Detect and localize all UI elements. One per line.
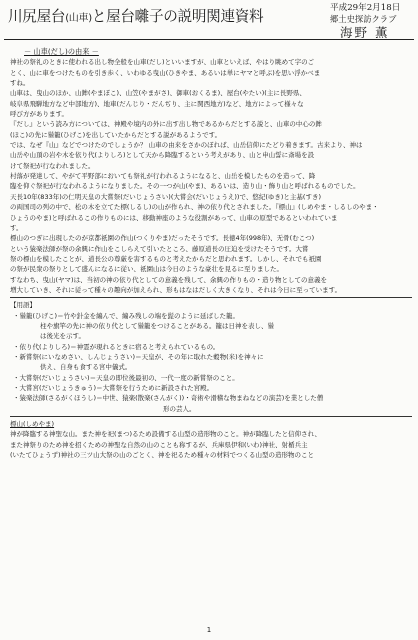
glossary-term: ・猿楽法師(さるがくほうし)＝中世、猿楽(散楽(さんがく))・奇術や滑稽な物まねなどの演芸)を業とした僧	[13, 394, 324, 403]
text-line: ひょうのやま)と呼ばれるこの作りものには、移動神座のような役割があって、山車の原型であるといわれていま	[10, 213, 338, 222]
header-divider	[4, 39, 414, 40]
glossary-term-continuation: は後光を示す。	[40, 332, 85, 341]
text-line: 山車は、曳山のほか、山鉾(やまぼこ)、山笠(やまがさ)、御車(おくるま)、屋台(やたい)(主に長野県、	[10, 89, 306, 98]
glossary-term-continuation: 形の芸人。	[163, 404, 196, 413]
glossary-term-continuation: 供え、自身も食する宮中儀式。	[40, 363, 132, 372]
section-shimeyama	[10, 429, 412, 460]
glossary-term: ・新嘗祭(にいなめさい、しんじょうさい)＝天皇が、その年に取れた穀物(米)を神々に	[13, 352, 264, 361]
club-name: 郷土史探訪クラブ	[330, 14, 397, 24]
text-line: (ほこ)の先に鬚籠(ひげこ)を出していたからだとする説があるようです。	[10, 130, 222, 139]
glossary-term: ・大嘗祭(だいじょうさい)＝天皇の即位後最初の、一代一度の新嘗祭のこと。	[13, 373, 239, 382]
text-line: 呼び方があります。	[10, 110, 68, 119]
shimeyama-heading: 標山(しめやま)	[10, 420, 55, 429]
glossary-top-rule	[10, 297, 412, 298]
document-meta	[330, 3, 416, 41]
glossary-term: ・大嘗宮(だいじょうきゅう)＝大嘗祭を行うために新設された宮殿。	[13, 384, 214, 392]
text-line: 神社の祭礼のときに使われる出し物全般を山車(だし)といいますが、山車といえば、やはり眺めて字のご	[10, 58, 315, 67]
document-date: 平成29年2月18日	[330, 3, 401, 13]
text-line: 標山のつぎに出現したのが京都祇園の作山(つくりやま)だったそうです。長徳4年(998年)、无骨(むこつ)	[10, 234, 315, 243]
text-line: とく、山に車をつけたものを引き歩く、いわゆる曳山(ひきやま、あるいは単にヤマと呼ぶ)を思い浮かべま	[10, 68, 321, 77]
text-line: の両国司の列の中で、松の木を立てた標(しるし)の山が作られ、神の依り代とされました。『標山』(しめやま・しるしのやま・	[10, 203, 379, 212]
text-line: すね。	[10, 79, 30, 88]
text-line: 臨を仰ぐ祭祀が行なわれるようになりました。その一つが山(やま)、あるいは、造り山・飾り山と呼ばれるものでした。	[10, 182, 360, 191]
author-name: 海野 薫	[340, 25, 390, 40]
text-line: 増大していき、それに従って種々の趣向が加えられ、形もはなはだしく大きくなり、それは今日に至っています。	[10, 285, 342, 294]
page-number: 1	[206, 626, 212, 634]
glossary-term-continuation: 柱や旗竿の先に神の依り代として鬚籠をつけることがある。籠は日神を表し、鬚	[40, 321, 274, 330]
text-line: 岐阜県飛騨地方など中部地方)、地車(だんじり・だんぢり、主に関西地方)など、地方によって様々な	[10, 99, 304, 108]
glossary-label: 【用語】	[10, 301, 36, 310]
glossary-list	[13, 311, 412, 414]
glossary-term: ・依り代(よりしろ)＝神霊が現れるときに宿ると考えられているもの。	[13, 342, 220, 351]
text-line: 神が降臨する神聖な山。また神を祀(まつ)るため設備する山型の造形物のこと。神が降臨したと信仰され、	[10, 430, 321, 439]
section-dashi-origin	[10, 57, 412, 295]
text-line: けて祭祀が行なわれました。	[10, 161, 95, 170]
text-line: また神祭りのため神を招くための神聖な自然の山のことも称するが、兵庫県伊和(いわ)神社、射楯兵主	[10, 440, 308, 449]
text-line: すなわち、曳山(ヤマ)は、当初の神の依り代としての意義を残して、余興の作りもの・造り物としての意義を	[10, 275, 327, 284]
document-title: 川尻屋台(山車)と屋台囃子の説明関連資料	[8, 8, 264, 25]
glossary-bottom-rule	[10, 416, 412, 417]
document-body	[10, 47, 412, 460]
text-line: では、なぜ『山』などでつけたのでしょうか？ 山車の由来をさかのぼれば、山岳信仰にたどり着きます。古来より、神は	[10, 141, 363, 150]
text-line: 山岳や山頂の岩や木を依り代(よりしろ)として天から降臨するという考えがあり、山と申山誓に斎場を設	[10, 151, 315, 160]
title-paren: (山車)	[65, 13, 92, 24]
text-line: (いたてひょうず)神社の三ツ山大祭の山のごとく、神を祀るため種々の材料でつくる山型の造形物のこと	[10, 451, 314, 460]
section-heading-dashi-origin: － 山車(だし)の由来 －	[24, 47, 99, 56]
text-line: 村落が発達して、やがて平野部においても祭礼が行われるようになると、山岳を模したものを造って、降	[10, 172, 316, 181]
text-line: という猿楽法師が祭の余興に作山をこしらえて引いたところ、藤原道長の圧迫を受けたそうです。大嘗	[10, 244, 309, 253]
text-line: 天長10年(833年)の仁明天皇の大嘗祭(だいじょうさい)(大嘗会(だいじょうえ))で、悠紀(ゆき)と主基(すき)	[10, 192, 321, 201]
text-line: 『だし』という読み方については、神殿や境内の外に出す出し物であるからだとする説と、山車の中心の鉾	[10, 120, 322, 129]
text-line: す。	[10, 223, 23, 232]
text-line: 祭の標山を模したことが、道長公の尊厳を害するものと考えたからだと思われます。しかし、それでも祇園	[10, 254, 322, 263]
glossary-term: ・鬚籠(ひげこ)＝竹や針金を編んで、編み残しの端を髭のように延ばした籠。	[13, 311, 239, 320]
text-line: の祭が民衆の祭りとして盛んになるに従い、祇園山は今日のような豪壮を見るに至りました。	[10, 265, 283, 274]
